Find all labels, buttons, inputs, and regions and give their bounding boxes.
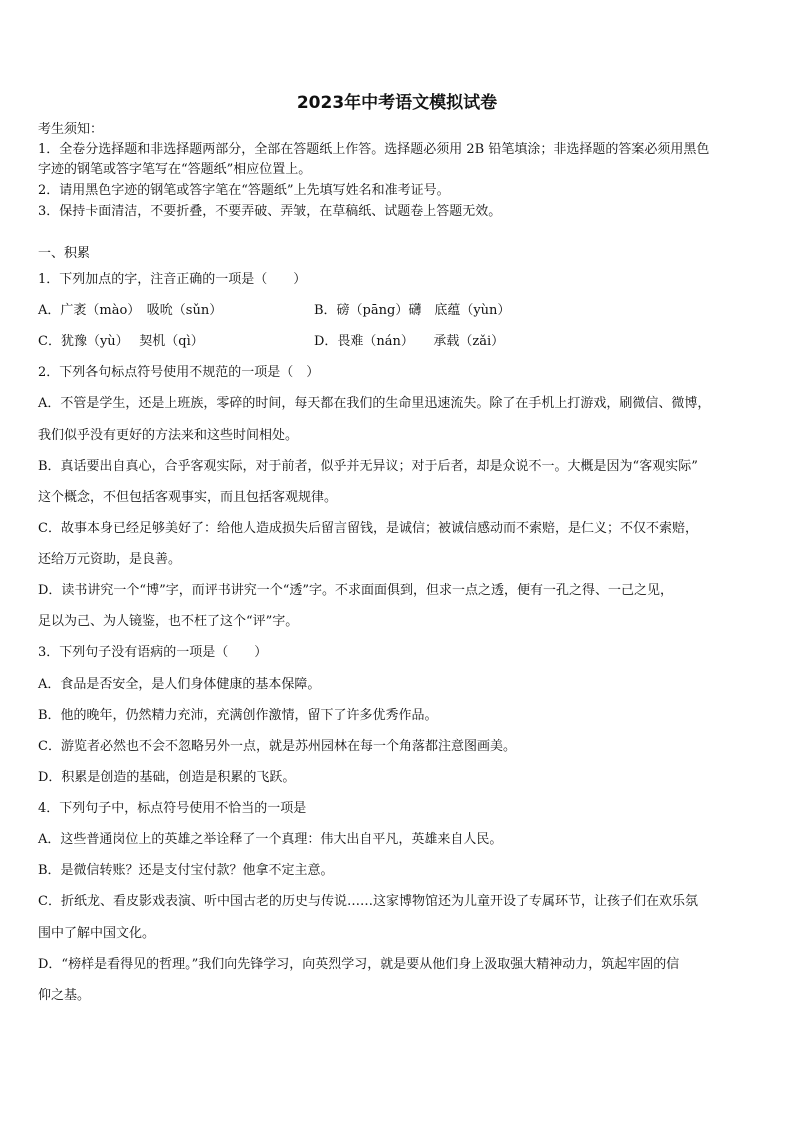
question-4-option-d-cont: 仰之基。 <box>38 988 91 1003</box>
question-1-options-row-2 <box>38 333 758 351</box>
question-1-option-d: D．畏难（nán） 承载（zǎi） <box>314 334 505 349</box>
question-3-option-d: D．积累是创造的基础，创造是积累的飞跃。 <box>38 770 296 785</box>
notice-item-2: 2．请用黑色字迹的钢笔或答字笔在“答题纸”上先填写姓名和准考证号。 <box>38 183 450 198</box>
notice-item-1-cont: 字迹的钢笔或答字笔写在“答题纸”相应位置上。 <box>38 162 312 177</box>
notice-item-1: 1．全卷分选择题和非选择题两部分，全部在答题纸上作答。选择题必须用 2B 铅笔填涂；非选择题的答案必须用黑色 <box>38 142 710 157</box>
question-2-option-b-cont: 这个概念，不但包括客观事实，而且包括客观规律。 <box>38 490 338 505</box>
question-4-option-a: A．这些普通岗位上的英雄之举诠释了一个真理：伟大出自平凡，英雄来自人民。 <box>38 832 503 847</box>
question-4-stem: 4．下列句子中，标点符号使用不恰当的一项是 <box>38 801 307 816</box>
page-title: 2023年中考语文模拟试卷 <box>296 93 498 113</box>
question-3-option-a: A．食品是否安全，是人们身体健康的基本保障。 <box>38 677 321 692</box>
question-3-stem: 3．下列句子没有语病的一项是（ ） <box>38 645 268 660</box>
question-3-option-c: C．游览者必然也不会不忽略另外一点，就是苏州园林在每一个角落都注意图画美。 <box>38 739 516 754</box>
question-1-option-a: A．广袤（mào） 吸吮（sǔn） <box>38 303 223 318</box>
notice-item-3: 3．保持卡面清洁，不要折叠，不要弄破、弄皱，在草稿纸、试题卷上答题无效。 <box>38 204 502 219</box>
notice-heading: 考生须知： <box>38 122 104 137</box>
question-1-option-c: C．犹豫（yù） 契机（qì） <box>38 334 204 349</box>
question-2-option-c: C．故事本身已经足够美好了：给他人造成损失后留言留钱，是诚信；被诚信感动而不索赔，是仁义；不仅不索赔， <box>38 521 698 536</box>
question-4-option-c-cont: 围中了解中国文化。 <box>38 926 156 941</box>
question-2-stem: 2．下列各句标点符号使用不规范的一项是（ ） <box>38 365 320 380</box>
question-2-option-b: B．真话要出自真心，合乎客观实际，对于前者，似乎并无异议；对于后者，却是众说不一。大概是因为“客观实际” <box>38 459 698 474</box>
question-3-option-b: B．他的晚年，仍然精力充沛，充满创作激情，留下了许多优秀作品。 <box>38 708 438 723</box>
section-heading: 一、积累 <box>38 246 91 261</box>
question-4-option-c: C．折纸龙、看皮影戏表演、听中国古老的历史与传说……这家博物馆还为儿童开设了专属环节，让孩子们在欢乐氛 <box>38 894 698 909</box>
question-1-option-b: B．磅（pāng）礴 底蕴（yùn） <box>314 303 511 318</box>
question-4-option-b: B．是微信转账？还是支付宝付款？他拿不定主意。 <box>38 863 334 878</box>
question-2-option-d: D．读书讲究一个“博”字，而评书讲究一个“透”字。不求面面俱到，但求一点之透，便有一孔之得、一己之见， <box>38 583 674 598</box>
question-2-option-c-cont: 还给万元资助，是良善。 <box>38 552 182 567</box>
question-2-option-d-cont: 足以为己、为人镜鉴，也不枉了这个“评”字。 <box>38 614 299 629</box>
question-1-stem: 1．下列加点的字，注音正确的一项是（ ） <box>38 272 307 287</box>
question-2-option-a-cont: 我们似乎没有更好的方法来和这些时间相处。 <box>38 428 299 443</box>
question-2-option-a: A．不管是学生，还是上班族，零碎的时间，每天都在我们的生命里迅速流失。除了在手机上打游戏，刷微信、微博， <box>38 396 711 411</box>
question-4-option-d: D．“榜样是看得见的哲理。”我们向先锋学习，向英烈学习，就是要从他们身上汲取强大精神动力，筑起牢固的信 <box>38 957 680 972</box>
question-1-options-row-1 <box>38 302 758 320</box>
